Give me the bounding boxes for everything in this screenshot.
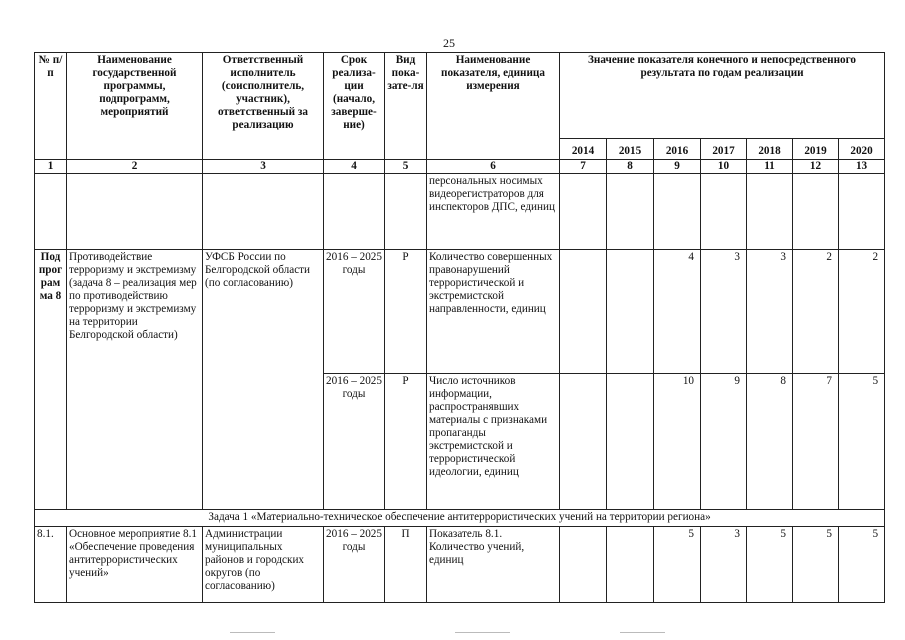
cell [654, 174, 701, 250]
program-table [34, 52, 885, 603]
cell [839, 174, 885, 250]
indicator-name: персональных носимых видеорегистраторов для инспекторов ДПС, единиц [427, 174, 560, 250]
value-cell: 5 [839, 527, 885, 603]
value-cell: 5 [654, 527, 701, 603]
column-number: 8 [607, 160, 654, 174]
event-kind: П [385, 527, 427, 603]
indicator-term: 2016 – 2025 годы [324, 374, 385, 510]
header-executor: Ответственный исполнитель (соисполнитель, участник), ответственный за реализацию [203, 53, 324, 160]
event-number: 8.1. [35, 527, 67, 603]
cell [67, 174, 203, 250]
scan-artifact-line [230, 632, 275, 633]
value-cell: 3 [701, 527, 747, 603]
cell [701, 174, 747, 250]
header-year: 2020 [839, 139, 885, 160]
column-number: 6 [427, 160, 560, 174]
cell [385, 174, 427, 250]
event-executor: Администрации муниципальных районов и городских округов (по согласованию) [203, 527, 324, 603]
event-row [35, 527, 885, 603]
value-cell [607, 527, 654, 603]
column-number: 2 [67, 160, 203, 174]
scan-artifact-line [620, 632, 665, 633]
header-year: 2016 [654, 139, 701, 160]
column-number: 1 [35, 160, 67, 174]
header-year: 2018 [747, 139, 793, 160]
task-title: Задача 1 «Материально-техническое обеспечение антитеррористических учений на территории региона» [35, 510, 885, 527]
column-number: 13 [839, 160, 885, 174]
task-row [35, 510, 885, 527]
column-number: 4 [324, 160, 385, 174]
cell [324, 174, 385, 250]
cell [203, 174, 324, 250]
cell [747, 174, 793, 250]
indicator-name: Количество совершенных правонарушений террористической и экстремистской направленности, единиц [427, 250, 560, 374]
value-cell: 3 [747, 250, 793, 374]
header-num: № п/п [35, 53, 67, 160]
subprogram-executor: УФСБ России по Белгородской области (по согласованию) [203, 250, 324, 510]
scan-artifact-line [455, 632, 510, 633]
subprogram-name: Противодействие терроризму и экстремизму (задача 8 – реализация мер по противодействию терроризму и экстремизму на территории Белгородской области) [67, 250, 203, 510]
value-cell [560, 250, 607, 374]
value-cell: 4 [654, 250, 701, 374]
column-number: 3 [203, 160, 324, 174]
column-number: 12 [793, 160, 839, 174]
value-cell [560, 374, 607, 510]
event-name: Основное мероприятие 8.1 «Обеспечение проведения антитеррористических учений» [67, 527, 203, 603]
column-number: 7 [560, 160, 607, 174]
subprogram-row [35, 250, 885, 374]
subprogram-number: Под прог рам ма 8 [35, 250, 67, 510]
indicator-term: 2016 – 2025 годы [324, 250, 385, 374]
indicator-name: Число источников информации, распространявших материалы с признаками пропаганды экстремистской и террористической идеологии, единиц [427, 374, 560, 510]
value-cell: 9 [701, 374, 747, 510]
header-indicator-kind: Вид пока-зате-ля [385, 53, 427, 160]
cell [35, 174, 67, 250]
header-year: 2017 [701, 139, 747, 160]
header-year: 2015 [607, 139, 654, 160]
event-indicator: Показатель 8.1. Количество учений, единиц [427, 527, 560, 603]
value-cell: 2 [839, 250, 885, 374]
value-cell: 3 [701, 250, 747, 374]
indicator-kind: Р [385, 250, 427, 374]
value-cell [560, 527, 607, 603]
header-values-group: Значение показателя конечного и непосредственного результата по годам реализации [560, 53, 885, 139]
table-header-row [35, 53, 885, 139]
indicator-kind: Р [385, 374, 427, 510]
value-cell [607, 250, 654, 374]
value-cell: 7 [793, 374, 839, 510]
cell [793, 174, 839, 250]
value-cell: 10 [654, 374, 701, 510]
carry-over-row [35, 174, 885, 250]
event-term: 2016 – 2025 годы [324, 527, 385, 603]
value-cell: 5 [747, 527, 793, 603]
column-number: 9 [654, 160, 701, 174]
header-indicator-name: Наименование показателя, единица измерения [427, 53, 560, 160]
header-program-name: Наименование государственной программы, подпрограмм, мероприятий [67, 53, 203, 160]
header-year: 2019 [793, 139, 839, 160]
value-cell: 2 [793, 250, 839, 374]
cell [560, 174, 607, 250]
page-number: 25 [443, 36, 455, 50]
value-cell [607, 374, 654, 510]
column-number: 11 [747, 160, 793, 174]
column-number: 5 [385, 160, 427, 174]
value-cell: 5 [793, 527, 839, 603]
column-number: 10 [701, 160, 747, 174]
column-numbers-row [35, 160, 885, 174]
value-cell: 5 [839, 374, 885, 510]
header-term: Срок реализа-ции (начало, заверше-ние) [324, 53, 385, 160]
cell [607, 174, 654, 250]
value-cell: 8 [747, 374, 793, 510]
header-year: 2014 [560, 139, 607, 160]
